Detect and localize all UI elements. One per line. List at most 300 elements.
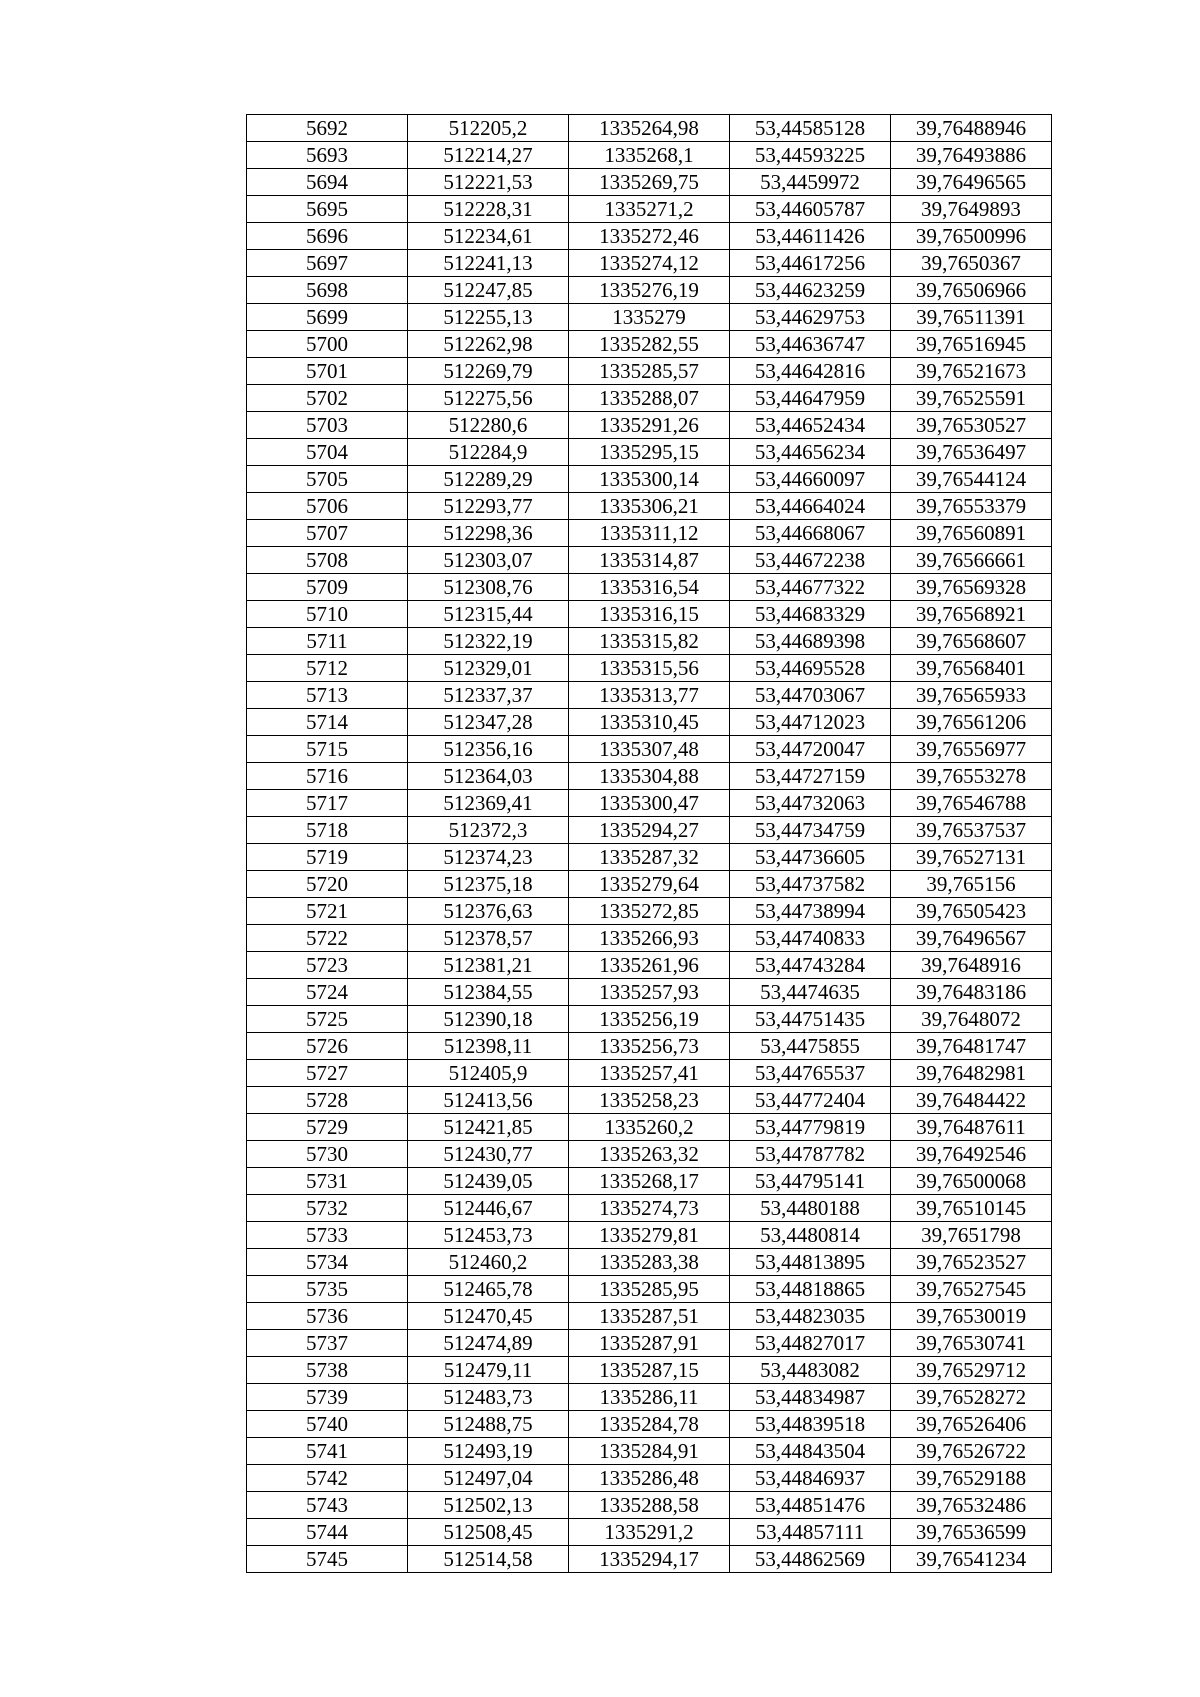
latitude-cell: 53,44862569 xyxy=(730,1546,891,1573)
longitude-cell: 39,7649893 xyxy=(891,196,1052,223)
table-row xyxy=(247,898,1052,925)
latitude-cell: 53,44732063 xyxy=(730,790,891,817)
x-coordinate-cell: 512488,75 xyxy=(408,1411,569,1438)
latitude-cell: 53,44738994 xyxy=(730,898,891,925)
x-coordinate-cell: 512322,19 xyxy=(408,628,569,655)
table-row xyxy=(247,223,1052,250)
y-coordinate-cell: 1335315,82 xyxy=(569,628,730,655)
longitude-cell: 39,76527545 xyxy=(891,1276,1052,1303)
longitude-cell: 39,76528272 xyxy=(891,1384,1052,1411)
table-row xyxy=(247,1303,1052,1330)
x-coordinate-cell: 512446,67 xyxy=(408,1195,569,1222)
table-row xyxy=(247,196,1052,223)
longitude-cell: 39,76566661 xyxy=(891,547,1052,574)
table-row xyxy=(247,1087,1052,1114)
table-row xyxy=(247,1438,1052,1465)
table-row xyxy=(247,358,1052,385)
x-coordinate-cell: 512234,61 xyxy=(408,223,569,250)
latitude-cell: 53,44834987 xyxy=(730,1384,891,1411)
longitude-cell: 39,76536497 xyxy=(891,439,1052,466)
table-row xyxy=(247,1411,1052,1438)
x-coordinate-cell: 512289,29 xyxy=(408,466,569,493)
point-number-cell: 5696 xyxy=(247,223,408,250)
longitude-cell: 39,76568607 xyxy=(891,628,1052,655)
longitude-cell: 39,76500996 xyxy=(891,223,1052,250)
y-coordinate-cell: 1335286,11 xyxy=(569,1384,730,1411)
longitude-cell: 39,76553278 xyxy=(891,763,1052,790)
coordinates-table-body xyxy=(247,115,1052,1573)
x-coordinate-cell: 512347,28 xyxy=(408,709,569,736)
x-coordinate-cell: 512329,01 xyxy=(408,655,569,682)
x-coordinate-cell: 512376,63 xyxy=(408,898,569,925)
y-coordinate-cell: 1335279 xyxy=(569,304,730,331)
y-coordinate-cell: 1335304,88 xyxy=(569,763,730,790)
x-coordinate-cell: 512280,6 xyxy=(408,412,569,439)
longitude-cell: 39,76484422 xyxy=(891,1087,1052,1114)
longitude-cell: 39,76487611 xyxy=(891,1114,1052,1141)
x-coordinate-cell: 512375,18 xyxy=(408,871,569,898)
longitude-cell: 39,7650367 xyxy=(891,250,1052,277)
longitude-cell: 39,7648916 xyxy=(891,952,1052,979)
longitude-cell: 39,76505423 xyxy=(891,898,1052,925)
latitude-cell: 53,44857111 xyxy=(730,1519,891,1546)
longitude-cell: 39,76496565 xyxy=(891,169,1052,196)
longitude-cell: 39,76569328 xyxy=(891,574,1052,601)
table-row xyxy=(247,979,1052,1006)
y-coordinate-cell: 1335306,21 xyxy=(569,493,730,520)
latitude-cell: 53,44779819 xyxy=(730,1114,891,1141)
table-row xyxy=(247,871,1052,898)
longitude-cell: 39,76530741 xyxy=(891,1330,1052,1357)
longitude-cell: 39,76511391 xyxy=(891,304,1052,331)
x-coordinate-cell: 512255,13 xyxy=(408,304,569,331)
point-number-cell: 5722 xyxy=(247,925,408,952)
y-coordinate-cell: 1335315,56 xyxy=(569,655,730,682)
x-coordinate-cell: 512421,85 xyxy=(408,1114,569,1141)
x-coordinate-cell: 512241,13 xyxy=(408,250,569,277)
longitude-cell: 39,76526406 xyxy=(891,1411,1052,1438)
x-coordinate-cell: 512374,23 xyxy=(408,844,569,871)
y-coordinate-cell: 1335266,93 xyxy=(569,925,730,952)
point-number-cell: 5712 xyxy=(247,655,408,682)
x-coordinate-cell: 512337,37 xyxy=(408,682,569,709)
y-coordinate-cell: 1335276,19 xyxy=(569,277,730,304)
x-coordinate-cell: 512269,79 xyxy=(408,358,569,385)
longitude-cell: 39,76537537 xyxy=(891,817,1052,844)
y-coordinate-cell: 1335268,17 xyxy=(569,1168,730,1195)
longitude-cell: 39,76546788 xyxy=(891,790,1052,817)
latitude-cell: 53,4474635 xyxy=(730,979,891,1006)
table-row xyxy=(247,1195,1052,1222)
latitude-cell: 53,44695528 xyxy=(730,655,891,682)
y-coordinate-cell: 1335274,12 xyxy=(569,250,730,277)
table-row xyxy=(247,466,1052,493)
point-number-cell: 5698 xyxy=(247,277,408,304)
longitude-cell: 39,76565933 xyxy=(891,682,1052,709)
y-coordinate-cell: 1335307,48 xyxy=(569,736,730,763)
x-coordinate-cell: 512470,45 xyxy=(408,1303,569,1330)
longitude-cell: 39,76525591 xyxy=(891,385,1052,412)
table-row xyxy=(247,817,1052,844)
y-coordinate-cell: 1335316,54 xyxy=(569,574,730,601)
longitude-cell: 39,76521673 xyxy=(891,358,1052,385)
point-number-cell: 5737 xyxy=(247,1330,408,1357)
latitude-cell: 53,44851476 xyxy=(730,1492,891,1519)
x-coordinate-cell: 512205,2 xyxy=(408,115,569,142)
x-coordinate-cell: 512221,53 xyxy=(408,169,569,196)
longitude-cell: 39,76568921 xyxy=(891,601,1052,628)
y-coordinate-cell: 1335274,73 xyxy=(569,1195,730,1222)
latitude-cell: 53,44743284 xyxy=(730,952,891,979)
table-row xyxy=(247,277,1052,304)
latitude-cell: 53,4475855 xyxy=(730,1033,891,1060)
y-coordinate-cell: 1335310,45 xyxy=(569,709,730,736)
table-row xyxy=(247,709,1052,736)
table-row xyxy=(247,304,1052,331)
y-coordinate-cell: 1335279,64 xyxy=(569,871,730,898)
point-number-cell: 5692 xyxy=(247,115,408,142)
latitude-cell: 53,44660097 xyxy=(730,466,891,493)
point-number-cell: 5703 xyxy=(247,412,408,439)
longitude-cell: 39,76536599 xyxy=(891,1519,1052,1546)
longitude-cell: 39,76530527 xyxy=(891,412,1052,439)
x-coordinate-cell: 512293,77 xyxy=(408,493,569,520)
table-row xyxy=(247,142,1052,169)
longitude-cell: 39,76493886 xyxy=(891,142,1052,169)
latitude-cell: 53,44636747 xyxy=(730,331,891,358)
latitude-cell: 53,44734759 xyxy=(730,817,891,844)
point-number-cell: 5708 xyxy=(247,547,408,574)
x-coordinate-cell: 512214,27 xyxy=(408,142,569,169)
point-number-cell: 5715 xyxy=(247,736,408,763)
point-number-cell: 5728 xyxy=(247,1087,408,1114)
x-coordinate-cell: 512497,04 xyxy=(408,1465,569,1492)
y-coordinate-cell: 1335258,23 xyxy=(569,1087,730,1114)
x-coordinate-cell: 512372,3 xyxy=(408,817,569,844)
x-coordinate-cell: 512384,55 xyxy=(408,979,569,1006)
point-number-cell: 5719 xyxy=(247,844,408,871)
x-coordinate-cell: 512356,16 xyxy=(408,736,569,763)
point-number-cell: 5695 xyxy=(247,196,408,223)
y-coordinate-cell: 1335272,85 xyxy=(569,898,730,925)
table-row xyxy=(247,682,1052,709)
point-number-cell: 5701 xyxy=(247,358,408,385)
table-row xyxy=(247,1006,1052,1033)
y-coordinate-cell: 1335291,26 xyxy=(569,412,730,439)
longitude-cell: 39,76481747 xyxy=(891,1033,1052,1060)
latitude-cell: 53,44727159 xyxy=(730,763,891,790)
y-coordinate-cell: 1335268,1 xyxy=(569,142,730,169)
point-number-cell: 5714 xyxy=(247,709,408,736)
y-coordinate-cell: 1335269,75 xyxy=(569,169,730,196)
y-coordinate-cell: 1335257,93 xyxy=(569,979,730,1006)
latitude-cell: 53,44605787 xyxy=(730,196,891,223)
x-coordinate-cell: 512303,07 xyxy=(408,547,569,574)
x-coordinate-cell: 512514,58 xyxy=(408,1546,569,1573)
longitude-cell: 39,7648072 xyxy=(891,1006,1052,1033)
y-coordinate-cell: 1335284,91 xyxy=(569,1438,730,1465)
latitude-cell: 53,44585128 xyxy=(730,115,891,142)
x-coordinate-cell: 512493,19 xyxy=(408,1438,569,1465)
longitude-cell: 39,76510145 xyxy=(891,1195,1052,1222)
point-number-cell: 5718 xyxy=(247,817,408,844)
x-coordinate-cell: 512247,85 xyxy=(408,277,569,304)
x-coordinate-cell: 512228,31 xyxy=(408,196,569,223)
table-row xyxy=(247,1330,1052,1357)
point-number-cell: 5739 xyxy=(247,1384,408,1411)
x-coordinate-cell: 512308,76 xyxy=(408,574,569,601)
latitude-cell: 53,44818865 xyxy=(730,1276,891,1303)
latitude-cell: 53,44737582 xyxy=(730,871,891,898)
x-coordinate-cell: 512398,11 xyxy=(408,1033,569,1060)
y-coordinate-cell: 1335285,57 xyxy=(569,358,730,385)
coordinates-table xyxy=(246,114,1052,1573)
table-row xyxy=(247,1114,1052,1141)
longitude-cell: 39,76506966 xyxy=(891,277,1052,304)
x-coordinate-cell: 512508,45 xyxy=(408,1519,569,1546)
table-row xyxy=(247,493,1052,520)
latitude-cell: 53,4480814 xyxy=(730,1222,891,1249)
point-number-cell: 5732 xyxy=(247,1195,408,1222)
latitude-cell: 53,44689398 xyxy=(730,628,891,655)
point-number-cell: 5735 xyxy=(247,1276,408,1303)
y-coordinate-cell: 1335261,96 xyxy=(569,952,730,979)
point-number-cell: 5713 xyxy=(247,682,408,709)
table-row xyxy=(247,844,1052,871)
longitude-cell: 39,76530019 xyxy=(891,1303,1052,1330)
y-coordinate-cell: 1335294,17 xyxy=(569,1546,730,1573)
latitude-cell: 53,44787782 xyxy=(730,1141,891,1168)
longitude-cell: 39,76526722 xyxy=(891,1438,1052,1465)
x-coordinate-cell: 512430,77 xyxy=(408,1141,569,1168)
latitude-cell: 53,4459972 xyxy=(730,169,891,196)
point-number-cell: 5727 xyxy=(247,1060,408,1087)
point-number-cell: 5745 xyxy=(247,1546,408,1573)
longitude-cell: 39,7651798 xyxy=(891,1222,1052,1249)
y-coordinate-cell: 1335287,51 xyxy=(569,1303,730,1330)
x-coordinate-cell: 512413,56 xyxy=(408,1087,569,1114)
table-row xyxy=(247,547,1052,574)
latitude-cell: 53,44611426 xyxy=(730,223,891,250)
x-coordinate-cell: 512460,2 xyxy=(408,1249,569,1276)
point-number-cell: 5734 xyxy=(247,1249,408,1276)
longitude-cell: 39,76500068 xyxy=(891,1168,1052,1195)
table-row xyxy=(247,1249,1052,1276)
y-coordinate-cell: 1335287,32 xyxy=(569,844,730,871)
x-coordinate-cell: 512275,56 xyxy=(408,385,569,412)
y-coordinate-cell: 1335287,15 xyxy=(569,1357,730,1384)
table-row xyxy=(247,655,1052,682)
point-number-cell: 5707 xyxy=(247,520,408,547)
x-coordinate-cell: 512405,9 xyxy=(408,1060,569,1087)
longitude-cell: 39,76560891 xyxy=(891,520,1052,547)
table-row xyxy=(247,520,1052,547)
latitude-cell: 53,44740833 xyxy=(730,925,891,952)
y-coordinate-cell: 1335256,73 xyxy=(569,1033,730,1060)
point-number-cell: 5726 xyxy=(247,1033,408,1060)
latitude-cell: 53,4480188 xyxy=(730,1195,891,1222)
point-number-cell: 5706 xyxy=(247,493,408,520)
longitude-cell: 39,76516945 xyxy=(891,331,1052,358)
latitude-cell: 53,44623259 xyxy=(730,277,891,304)
y-coordinate-cell: 1335284,78 xyxy=(569,1411,730,1438)
y-coordinate-cell: 1335311,12 xyxy=(569,520,730,547)
longitude-cell: 39,76541234 xyxy=(891,1546,1052,1573)
point-number-cell: 5705 xyxy=(247,466,408,493)
table-row xyxy=(247,1222,1052,1249)
table-row xyxy=(247,736,1052,763)
latitude-cell: 53,44813895 xyxy=(730,1249,891,1276)
longitude-cell: 39,76529712 xyxy=(891,1357,1052,1384)
latitude-cell: 53,44765537 xyxy=(730,1060,891,1087)
table-row xyxy=(247,763,1052,790)
longitude-cell: 39,76492546 xyxy=(891,1141,1052,1168)
latitude-cell: 53,44827017 xyxy=(730,1330,891,1357)
y-coordinate-cell: 1335287,91 xyxy=(569,1330,730,1357)
table-row xyxy=(247,574,1052,601)
latitude-cell: 53,44656234 xyxy=(730,439,891,466)
table-row xyxy=(247,1492,1052,1519)
y-coordinate-cell: 1335263,32 xyxy=(569,1141,730,1168)
latitude-cell: 53,44712023 xyxy=(730,709,891,736)
latitude-cell: 53,44703067 xyxy=(730,682,891,709)
point-number-cell: 5738 xyxy=(247,1357,408,1384)
longitude-cell: 39,76561206 xyxy=(891,709,1052,736)
latitude-cell: 53,4483082 xyxy=(730,1357,891,1384)
point-number-cell: 5741 xyxy=(247,1438,408,1465)
table-row xyxy=(247,412,1052,439)
point-number-cell: 5694 xyxy=(247,169,408,196)
x-coordinate-cell: 512465,78 xyxy=(408,1276,569,1303)
y-coordinate-cell: 1335260,2 xyxy=(569,1114,730,1141)
y-coordinate-cell: 1335294,27 xyxy=(569,817,730,844)
latitude-cell: 53,44839518 xyxy=(730,1411,891,1438)
table-row xyxy=(247,1033,1052,1060)
point-number-cell: 5717 xyxy=(247,790,408,817)
latitude-cell: 53,44652434 xyxy=(730,412,891,439)
y-coordinate-cell: 1335282,55 xyxy=(569,331,730,358)
y-coordinate-cell: 1335300,47 xyxy=(569,790,730,817)
x-coordinate-cell: 512315,44 xyxy=(408,601,569,628)
y-coordinate-cell: 1335291,2 xyxy=(569,1519,730,1546)
point-number-cell: 5697 xyxy=(247,250,408,277)
latitude-cell: 53,44772404 xyxy=(730,1087,891,1114)
y-coordinate-cell: 1335279,81 xyxy=(569,1222,730,1249)
x-coordinate-cell: 512262,98 xyxy=(408,331,569,358)
y-coordinate-cell: 1335264,98 xyxy=(569,115,730,142)
longitude-cell: 39,76483186 xyxy=(891,979,1052,1006)
latitude-cell: 53,44668067 xyxy=(730,520,891,547)
point-number-cell: 5693 xyxy=(247,142,408,169)
y-coordinate-cell: 1335285,95 xyxy=(569,1276,730,1303)
latitude-cell: 53,44642816 xyxy=(730,358,891,385)
table-row xyxy=(247,952,1052,979)
x-coordinate-cell: 512381,21 xyxy=(408,952,569,979)
latitude-cell: 53,44617256 xyxy=(730,250,891,277)
x-coordinate-cell: 512369,41 xyxy=(408,790,569,817)
point-number-cell: 5720 xyxy=(247,871,408,898)
point-number-cell: 5730 xyxy=(247,1141,408,1168)
table-row xyxy=(247,385,1052,412)
table-row xyxy=(247,1519,1052,1546)
y-coordinate-cell: 1335288,07 xyxy=(569,385,730,412)
y-coordinate-cell: 1335272,46 xyxy=(569,223,730,250)
longitude-cell: 39,76523527 xyxy=(891,1249,1052,1276)
point-number-cell: 5743 xyxy=(247,1492,408,1519)
longitude-cell: 39,76532486 xyxy=(891,1492,1052,1519)
table-row xyxy=(247,1141,1052,1168)
point-number-cell: 5742 xyxy=(247,1465,408,1492)
x-coordinate-cell: 512378,57 xyxy=(408,925,569,952)
longitude-cell: 39,76544124 xyxy=(891,466,1052,493)
table-row xyxy=(247,1276,1052,1303)
longitude-cell: 39,76568401 xyxy=(891,655,1052,682)
point-number-cell: 5729 xyxy=(247,1114,408,1141)
latitude-cell: 53,44647959 xyxy=(730,385,891,412)
table-row xyxy=(247,790,1052,817)
table-row xyxy=(247,601,1052,628)
point-number-cell: 5723 xyxy=(247,952,408,979)
table-row xyxy=(247,628,1052,655)
y-coordinate-cell: 1335295,15 xyxy=(569,439,730,466)
table-row xyxy=(247,250,1052,277)
point-number-cell: 5702 xyxy=(247,385,408,412)
table-row xyxy=(247,1357,1052,1384)
latitude-cell: 53,44593225 xyxy=(730,142,891,169)
latitude-cell: 53,44846937 xyxy=(730,1465,891,1492)
point-number-cell: 5711 xyxy=(247,628,408,655)
y-coordinate-cell: 1335313,77 xyxy=(569,682,730,709)
point-number-cell: 5725 xyxy=(247,1006,408,1033)
x-coordinate-cell: 512298,36 xyxy=(408,520,569,547)
point-number-cell: 5704 xyxy=(247,439,408,466)
latitude-cell: 53,44843504 xyxy=(730,1438,891,1465)
y-coordinate-cell: 1335256,19 xyxy=(569,1006,730,1033)
longitude-cell: 39,76529188 xyxy=(891,1465,1052,1492)
x-coordinate-cell: 512364,03 xyxy=(408,763,569,790)
longitude-cell: 39,76496567 xyxy=(891,925,1052,952)
latitude-cell: 53,44736605 xyxy=(730,844,891,871)
x-coordinate-cell: 512502,13 xyxy=(408,1492,569,1519)
y-coordinate-cell: 1335300,14 xyxy=(569,466,730,493)
x-coordinate-cell: 512474,89 xyxy=(408,1330,569,1357)
y-coordinate-cell: 1335271,2 xyxy=(569,196,730,223)
point-number-cell: 5710 xyxy=(247,601,408,628)
x-coordinate-cell: 512439,05 xyxy=(408,1168,569,1195)
table-row xyxy=(247,115,1052,142)
longitude-cell: 39,765156 xyxy=(891,871,1052,898)
latitude-cell: 53,44677322 xyxy=(730,574,891,601)
x-coordinate-cell: 512479,11 xyxy=(408,1357,569,1384)
point-number-cell: 5731 xyxy=(247,1168,408,1195)
point-number-cell: 5721 xyxy=(247,898,408,925)
y-coordinate-cell: 1335283,38 xyxy=(569,1249,730,1276)
y-coordinate-cell: 1335314,87 xyxy=(569,547,730,574)
x-coordinate-cell: 512483,73 xyxy=(408,1384,569,1411)
longitude-cell: 39,76556977 xyxy=(891,736,1052,763)
latitude-cell: 53,44672238 xyxy=(730,547,891,574)
x-coordinate-cell: 512390,18 xyxy=(408,1006,569,1033)
y-coordinate-cell: 1335286,48 xyxy=(569,1465,730,1492)
table-row xyxy=(247,1465,1052,1492)
point-number-cell: 5740 xyxy=(247,1411,408,1438)
table-row xyxy=(247,1168,1052,1195)
point-number-cell: 5709 xyxy=(247,574,408,601)
point-number-cell: 5733 xyxy=(247,1222,408,1249)
longitude-cell: 39,76488946 xyxy=(891,115,1052,142)
table-row xyxy=(247,1546,1052,1573)
point-number-cell: 5700 xyxy=(247,331,408,358)
